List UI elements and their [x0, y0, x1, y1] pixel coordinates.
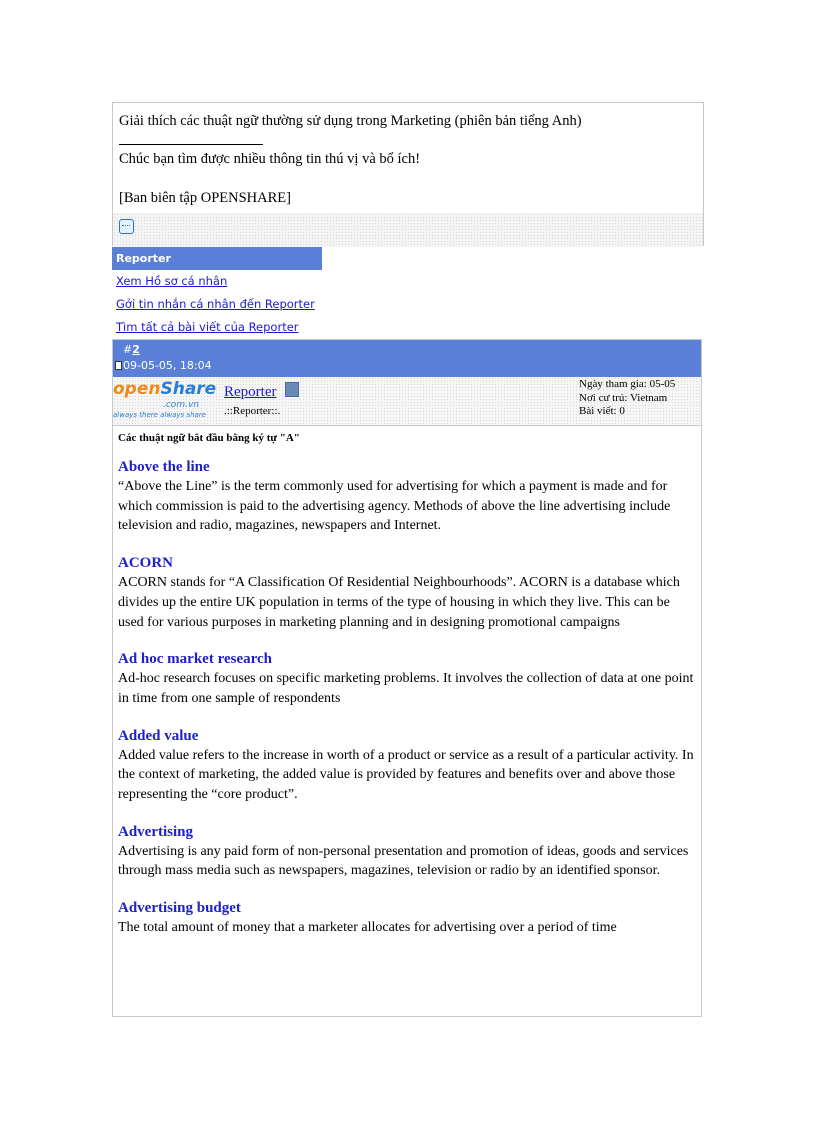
- post-1-greeting: Chúc bạn tìm được nhiều thông tin thú vị và bổ ích!: [119, 151, 421, 167]
- term-title: Advertising budget: [118, 900, 241, 917]
- message-icon[interactable]: [119, 219, 134, 234]
- post-date: 09-05-05, 18:04: [115, 359, 212, 372]
- term-definition: Advertising is any paid form of non-personal presentation and promotion of ideas, goods and services through mass media such as newspapers, magazines, television or radio by an identified sponsor.: [118, 843, 689, 879]
- join-date: Ngày tham gia: 05-05: [579, 378, 676, 390]
- term-entry: [118, 727, 698, 805]
- post-count: Bài viết: 0: [579, 405, 625, 417]
- online-status-icon: [285, 382, 299, 397]
- term-entry: [118, 899, 698, 938]
- find-posts-link[interactable]: Tìm tất cả bài viết của Reporter: [116, 320, 299, 334]
- term-definition: The total amount of money that a marketer allocates for advertising over a period of time: [118, 920, 617, 936]
- post-number-link[interactable]: 2: [132, 343, 140, 356]
- post-1-intro: Giải thích các thuật ngữ thường sử dụng trong Marketing (phiên bản tiếng Anh): [119, 113, 582, 129]
- location: Nơi cư trú: Vietnam: [579, 391, 668, 404]
- term-title: Advertising: [118, 823, 193, 840]
- openshare-logo: openShare .com.vn always there always share: [113, 379, 217, 419]
- user-rank: .::Reporter::.: [224, 405, 281, 417]
- username-link[interactable]: Reporter: [224, 384, 277, 400]
- term-definition: “Above the Line” is the term commonly used for advertising for which a payment is made and for which commission is paid to the advertising agency. Methods of above the line advertising include television and radio, magazines, newspapers and Internet.: [118, 479, 671, 534]
- post-1: [112, 102, 704, 246]
- term-title: Added value: [118, 727, 199, 744]
- post-2: [112, 339, 702, 1017]
- term-title: Ad hoc market research: [118, 651, 272, 668]
- user-details: [579, 378, 675, 419]
- term-title: ACORN: [118, 555, 173, 572]
- term-title: Above the line: [118, 459, 210, 475]
- user-info-row: [113, 377, 701, 426]
- term-definition: Added value refers to the increase in worth of a product or service as a result of a particular activity. In the context of marketing, the added value is provided by features and benefits over and above those representing the “core product”.: [118, 747, 694, 803]
- post-body: [118, 432, 698, 956]
- term-entry: [118, 554, 698, 632]
- term-definition: Ad-hoc research focuses on specific marketing problems. It involves the collection of data at one point in time from one sample of respondents: [118, 671, 694, 706]
- post-1-signature: [Ban biên tập OPENSHARE]: [119, 190, 291, 206]
- term-entry: [118, 458, 698, 536]
- post-header-bar: [113, 340, 701, 377]
- reporter-menu: [112, 247, 322, 339]
- document-icon: [115, 361, 122, 370]
- post-1-footer: [113, 213, 703, 247]
- term-entry: [118, 650, 698, 708]
- view-profile-link[interactable]: Xem Hồ sơ cá nhân: [116, 274, 228, 288]
- section-heading: Các thuật ngữ bắt đầu bằng ký tự "A": [118, 432, 300, 444]
- send-message-link[interactable]: Gởi tin nhắn cá nhân đến Reporter: [116, 297, 315, 311]
- post-number: #2: [123, 343, 140, 356]
- term-entry: [118, 823, 698, 881]
- divider: [119, 144, 263, 145]
- reporter-menu-title: Reporter: [112, 247, 322, 270]
- term-definition: ACORN stands for “A Classification Of Residential Neighbourhoods”. ACORN is a database which divides up the entire UK population in terms of the type of housing in which they live. This can be used for various purposes in marketing planning and in designing promotional campaigns: [118, 575, 680, 630]
